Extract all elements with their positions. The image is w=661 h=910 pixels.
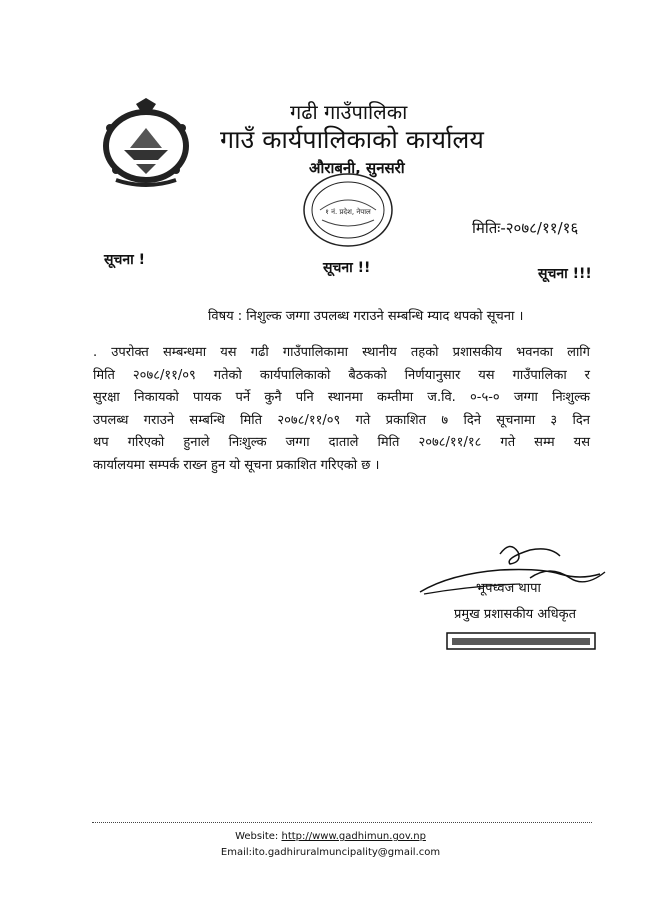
nepal-emblem-icon — [96, 98, 196, 188]
body-line: मिति २०७८/११/०९ गतेको कार्यपालिकाको बैठकको निर्णयानुसार यस गाउँपालिका र — [93, 367, 590, 383]
office-stamp — [296, 170, 396, 252]
notice-body — [93, 342, 590, 477]
body-line: उपलब्ध गराउने सम्बन्धि मिति २०७८/११/०९ गते प्रकाशित ७ दिने सूचनामा ३ दिन — [93, 412, 590, 428]
designation-stamp — [446, 630, 596, 652]
website-link[interactable]: http://www.gadhimun.gov.np — [281, 831, 426, 842]
footer-divider — [92, 822, 592, 823]
footer-website — [0, 831, 661, 842]
date-line: मितिः-२०७८/११/१६ — [472, 219, 579, 237]
notice-label-1: सूचना ! — [104, 252, 146, 268]
body-line: थप गरिएको हुनाले निःशुल्क जग्गा दाताले मिति २०७८/११/१८ गते सम्म यस — [93, 435, 590, 450]
signatory-name: भूपध्वज थापा — [476, 581, 541, 596]
body-line: . उपरोक्त सम्बन्धमा यस गढी गाउँपालिकामा स्थानीय तहको प्रशासकीय भवनका लागि — [93, 345, 590, 360]
subject-line: विषय : निशुल्क जग्गा उपलब्ध गराउने सम्बन्धि म्याद थपको सूचना । — [208, 309, 524, 324]
stamp-text: १ नं. प्रदेश, नेपाल — [325, 208, 371, 216]
office-title: गाउँ कार्यपालिकाको कार्यालय — [220, 125, 484, 154]
office-location: औराबनी, सुनसरी — [309, 159, 405, 177]
signatory-title: प्रमुख प्रशासकीय अधिकृत — [454, 607, 577, 622]
footer-email: Email:ito.gadhiruralmuncipality@gmail.com — [220, 847, 441, 858]
notice-label-3: सूचना !!! — [538, 266, 592, 282]
notice-label-2: सूचना !! — [323, 260, 371, 276]
website-label: Website: — [235, 831, 279, 842]
body-line: कार्यालयमा सम्पर्क राख्न हुन यो सूचना प्रकाशित गरिएको छ । — [93, 457, 380, 473]
body-line: सुरक्षा निकायको पायक पर्ने कुनै पनि स्थानमा कम्तीमा ज.वि. ०-५-० जग्गा निःशुल्क — [93, 390, 590, 405]
municipality-name: गढी गाउँपालिका — [290, 100, 408, 124]
